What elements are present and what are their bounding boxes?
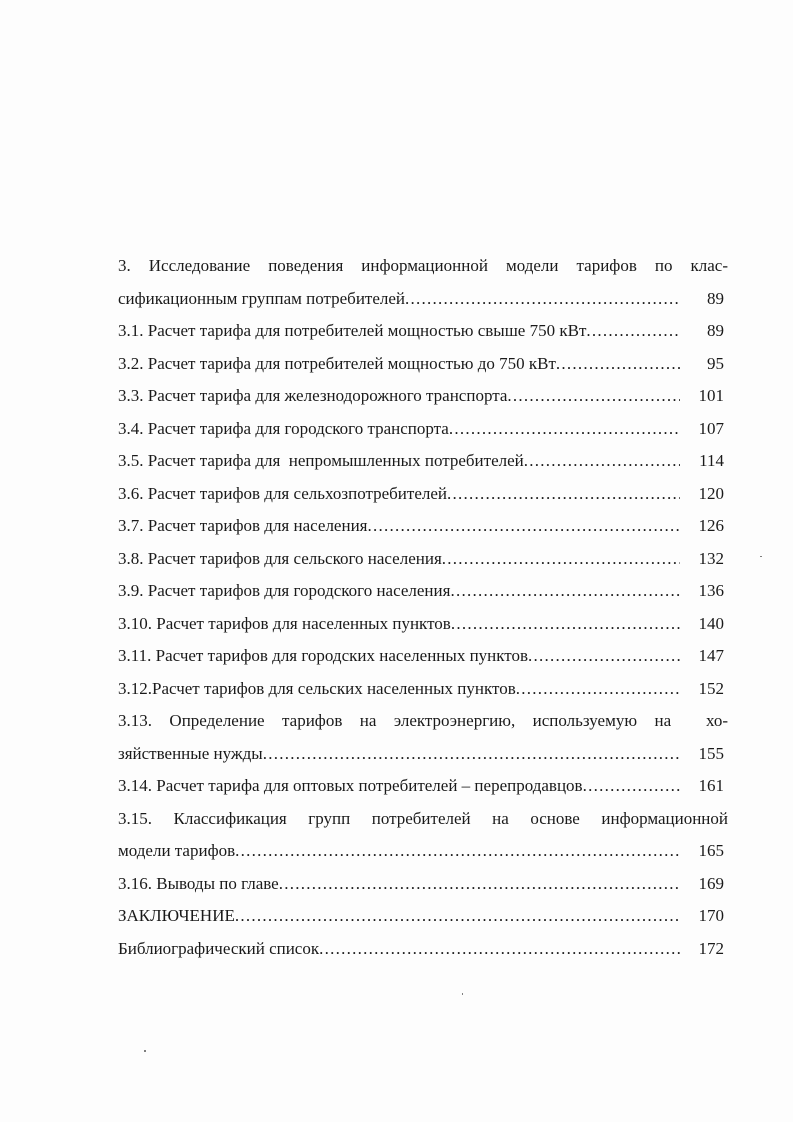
toc-entry-bibliography (118, 933, 728, 966)
toc-entry-title: ЗАКЛЮЧЕНИЕ (118, 906, 235, 925)
dot-leader (263, 738, 680, 771)
scan-speck (462, 993, 463, 995)
dot-leader (449, 413, 680, 446)
dot-leader (442, 543, 680, 576)
toc-entry-3-16 (118, 868, 728, 901)
toc-entry-title: зяйственные нужды (118, 743, 263, 763)
toc-entry-3-2 (118, 348, 728, 381)
toc-entry-title: 3.7. Расчет тарифов для населения (118, 516, 368, 535)
toc-entry-title: 3.9. Расчет тарифов для городского населения (118, 581, 451, 600)
toc-entry-title-line1: 3. Исследование поведения информационной модели тарифов по клас- (118, 256, 728, 275)
toc-entry-title: 3.14. Расчет тарифа для оптовых потребителей – перепродавцов (118, 776, 583, 795)
toc-page-number: 155 (698, 743, 724, 763)
toc-page-number: 136 (698, 581, 724, 600)
toc-entry-title: 3.2. Расчет тарифа для потребителей мощностью до 750 кВт (118, 353, 556, 373)
dot-leader (450, 575, 680, 608)
toc-page-number: 140 (698, 613, 724, 633)
dot-leader (451, 608, 680, 641)
dot-leader (583, 770, 680, 803)
toc-entry-title: Библиографический список (118, 938, 320, 958)
toc-entry-conclusion (118, 900, 728, 933)
toc-entry-title: 3.12.Расчет тарифов для сельских населенных пунктов (118, 678, 516, 698)
toc-page-number: 114 (699, 451, 724, 470)
toc-page-number: 89 (707, 321, 724, 340)
toc-page-number: 95 (707, 353, 724, 373)
toc-page-number: 132 (698, 548, 724, 568)
toc-page-number: 120 (698, 483, 724, 503)
toc-page-number: 126 (698, 516, 724, 535)
toc-page-number: 161 (698, 776, 724, 795)
toc-entry-3-6 (118, 478, 728, 511)
toc-entry-3-15 (118, 803, 728, 868)
toc-entry-title: 3.8. Расчет тарифов для сельского населения (118, 548, 442, 568)
dot-leader (528, 640, 680, 673)
toc-page-number: 89 (707, 288, 724, 308)
toc-page-number: 169 (698, 873, 724, 893)
toc-entry-title: 3.6. Расчет тарифов для сельхозпотребителей (118, 483, 448, 503)
toc-entry-title: 3.1. Расчет тарифа для потребителей мощностью свыше 750 кВт (118, 321, 587, 340)
toc-entry-3-3 (118, 380, 728, 413)
toc-entry-3 (118, 250, 728, 315)
dot-leader (319, 933, 680, 966)
toc-entry-title: 3.10. Расчет тарифов для населенных пунктов (118, 613, 451, 633)
table-of-contents (118, 250, 728, 965)
toc-entry-3-5 (118, 445, 728, 478)
dot-leader (507, 380, 680, 413)
toc-entry-title: 3.5. Расчет тарифа для непромышленных потребителей (118, 451, 524, 470)
toc-page-number: 101 (698, 386, 724, 405)
scan-speck (144, 1050, 146, 1052)
toc-entry-3-13 (118, 705, 728, 770)
toc-entry-title: 3.11. Расчет тарифов для городских населенных пунктов (118, 646, 529, 665)
toc-entry-3-10 (118, 608, 728, 641)
dot-leader (235, 835, 680, 868)
toc-entry-3-4 (118, 413, 728, 446)
toc-page-number: 172 (698, 938, 724, 958)
toc-entry-3-1 (118, 315, 728, 348)
scan-speck (760, 556, 762, 557)
toc-entry-title: сификационным группам потребителей (118, 288, 406, 308)
dot-leader (524, 445, 680, 478)
toc-page-number: 147 (698, 646, 724, 665)
toc-entry-title: 3.16. Выводы по главе (118, 873, 279, 893)
toc-page-number: 170 (698, 906, 724, 925)
toc-entry-3-7 (118, 510, 728, 543)
dot-leader (405, 283, 680, 316)
toc-entry-3-9 (118, 575, 728, 608)
dot-leader (235, 900, 680, 933)
toc-entry-title-line1: 3.15. Классификация групп потребителей на основе информационной (118, 808, 728, 828)
dot-leader (556, 348, 680, 381)
toc-entry-3-14 (118, 770, 728, 803)
dot-leader (279, 868, 680, 901)
toc-page-number: 165 (698, 841, 724, 860)
toc-entry-3-8 (118, 543, 728, 576)
dot-leader (516, 673, 680, 706)
toc-entry-3-12 (118, 673, 728, 706)
toc-entry-title-line1: 3.13. Определение тарифов на электроэнергию, используемую на хо- (118, 711, 728, 730)
toc-entry-title: модели тарифов (118, 841, 236, 860)
toc-page-number: 152 (698, 678, 724, 698)
toc-entry-title: 3.3. Расчет тарифа для железнодорожного транспорта (118, 386, 508, 405)
dot-leader (368, 510, 681, 543)
dot-leader (586, 315, 680, 348)
toc-entry-title: 3.4. Расчет тарифа для городского транспорта (118, 418, 449, 438)
toc-entry-3-11 (118, 640, 728, 673)
dot-leader (447, 478, 680, 511)
toc-page-number: 107 (698, 418, 724, 438)
